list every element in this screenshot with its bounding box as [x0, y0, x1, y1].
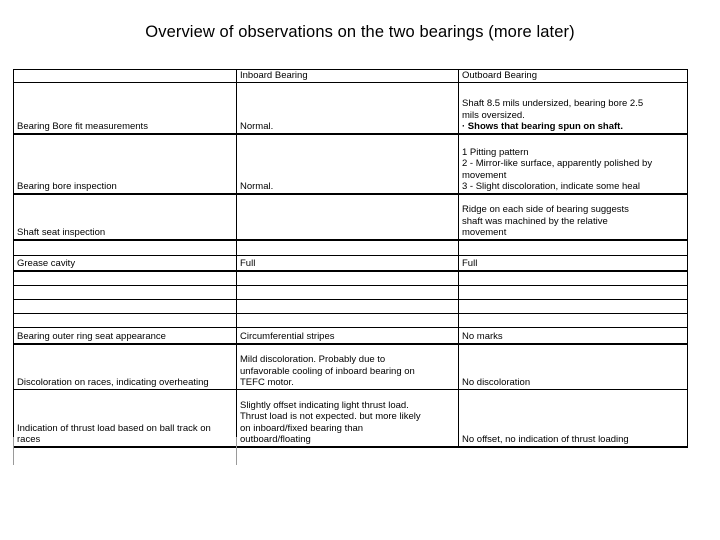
cell-line: Slightly offset indicating light thrust load. [240, 399, 409, 411]
outboard-cell [459, 328, 688, 345]
cell-line: Circumferential stripes [240, 331, 335, 343]
table-row [14, 240, 688, 256]
cell-line: Mild discoloration. Probably due to [240, 354, 386, 366]
inboard-cell [237, 271, 459, 286]
outboard-cell [459, 300, 688, 314]
cell-line: Normal. [240, 181, 274, 193]
row-label-cell [14, 300, 237, 314]
table-row [14, 286, 688, 300]
cell-line: · Shows that bearing spun on shaft. [462, 121, 623, 133]
inboard-cell [237, 328, 459, 345]
outboard-cell [459, 286, 688, 300]
table-row [14, 134, 688, 194]
inboard-cell [237, 134, 459, 194]
outboard-cell [459, 256, 688, 272]
inboard-cell [237, 314, 459, 328]
row-label-cell [14, 314, 237, 328]
cell-line: unfavorable cooling of inboard bearing on [240, 365, 415, 377]
row-label-cell: Bearing outer ring seat appearance [14, 328, 237, 345]
inboard-cell [237, 300, 459, 314]
stub-vertical-rule-mid [236, 437, 237, 465]
row-label-cell [14, 286, 237, 300]
table-row [14, 344, 688, 390]
cell-line: Ridge on each side of bearing suggests [462, 204, 629, 216]
table-row [14, 194, 688, 240]
inboard-cell [237, 240, 459, 256]
cell-line: on inboard/fixed bearing than [240, 422, 364, 434]
cell-line: No offset, no indication of thrust loading [462, 434, 629, 446]
table-body [14, 70, 688, 448]
header-cell-outboard: Outboard Bearing [459, 70, 688, 83]
cell-line: 1 Pitting pattern [462, 146, 529, 158]
outboard-cell [459, 344, 688, 390]
row-label-cell: Bearing bore inspection [14, 134, 237, 194]
cell-line: No marks [462, 331, 503, 343]
cell-line: Normal. [240, 121, 274, 133]
cell-line: movement [462, 227, 507, 239]
cell-line: shaft was machined by the relative [462, 215, 608, 227]
row-label-cell [14, 271, 237, 286]
outboard-cell [459, 314, 688, 328]
table-row [14, 300, 688, 314]
inboard-cell [237, 256, 459, 272]
table-row [14, 83, 688, 135]
cell-line: 2 - Mirror-like surface, apparently polished by [462, 158, 653, 170]
cell-line: Full [240, 258, 256, 270]
table-header-row [14, 70, 688, 83]
row-label-cell: Discoloration on races, indicating overheating [14, 344, 237, 390]
inboard-cell [237, 286, 459, 300]
table-row [14, 271, 688, 286]
outboard-cell [459, 83, 688, 135]
table-row [14, 314, 688, 328]
cell-line: mils oversized. [462, 109, 525, 121]
row-label-cell: Bearing Bore fit measurements [14, 83, 237, 135]
inboard-cell [237, 83, 459, 135]
inboard-cell [237, 194, 459, 240]
stub-vertical-rule-left [13, 437, 14, 465]
observations-table [13, 69, 688, 448]
cell-line: Thrust load is not expected. but more likely [240, 411, 421, 423]
row-label-cell: Grease cavity [14, 256, 237, 272]
row-label-cell: Shaft seat inspection [14, 194, 237, 240]
table-row [14, 256, 688, 272]
cell-line: TEFC motor. [240, 377, 294, 389]
outboard-cell [459, 194, 688, 240]
page-title: Overview of observations on the two bearings (more later) [145, 23, 575, 41]
cell-line: No discoloration [462, 377, 531, 389]
cell-line: 3 - Slight discoloration, indicate some heal [462, 181, 640, 193]
row-label-cell [14, 240, 237, 256]
header-cell-blank [14, 70, 237, 83]
table-trailing-stub [13, 437, 687, 465]
row-label-cell: Indication of thrust load based on ball track on races [14, 390, 237, 448]
observations-table-container [13, 69, 687, 448]
cell-line: Full [462, 258, 478, 270]
cell-line: Shaft 8.5 mils undersized, bearing bore 2.5 [462, 98, 644, 110]
outboard-cell [459, 240, 688, 256]
outboard-cell [459, 134, 688, 194]
cell-line: outboard/floating [240, 434, 311, 446]
header-cell-inboard: Inboard Bearing [237, 70, 459, 83]
inboard-cell [237, 344, 459, 390]
cell-line: movement [462, 169, 507, 181]
table-row [14, 328, 688, 345]
outboard-cell [459, 271, 688, 286]
